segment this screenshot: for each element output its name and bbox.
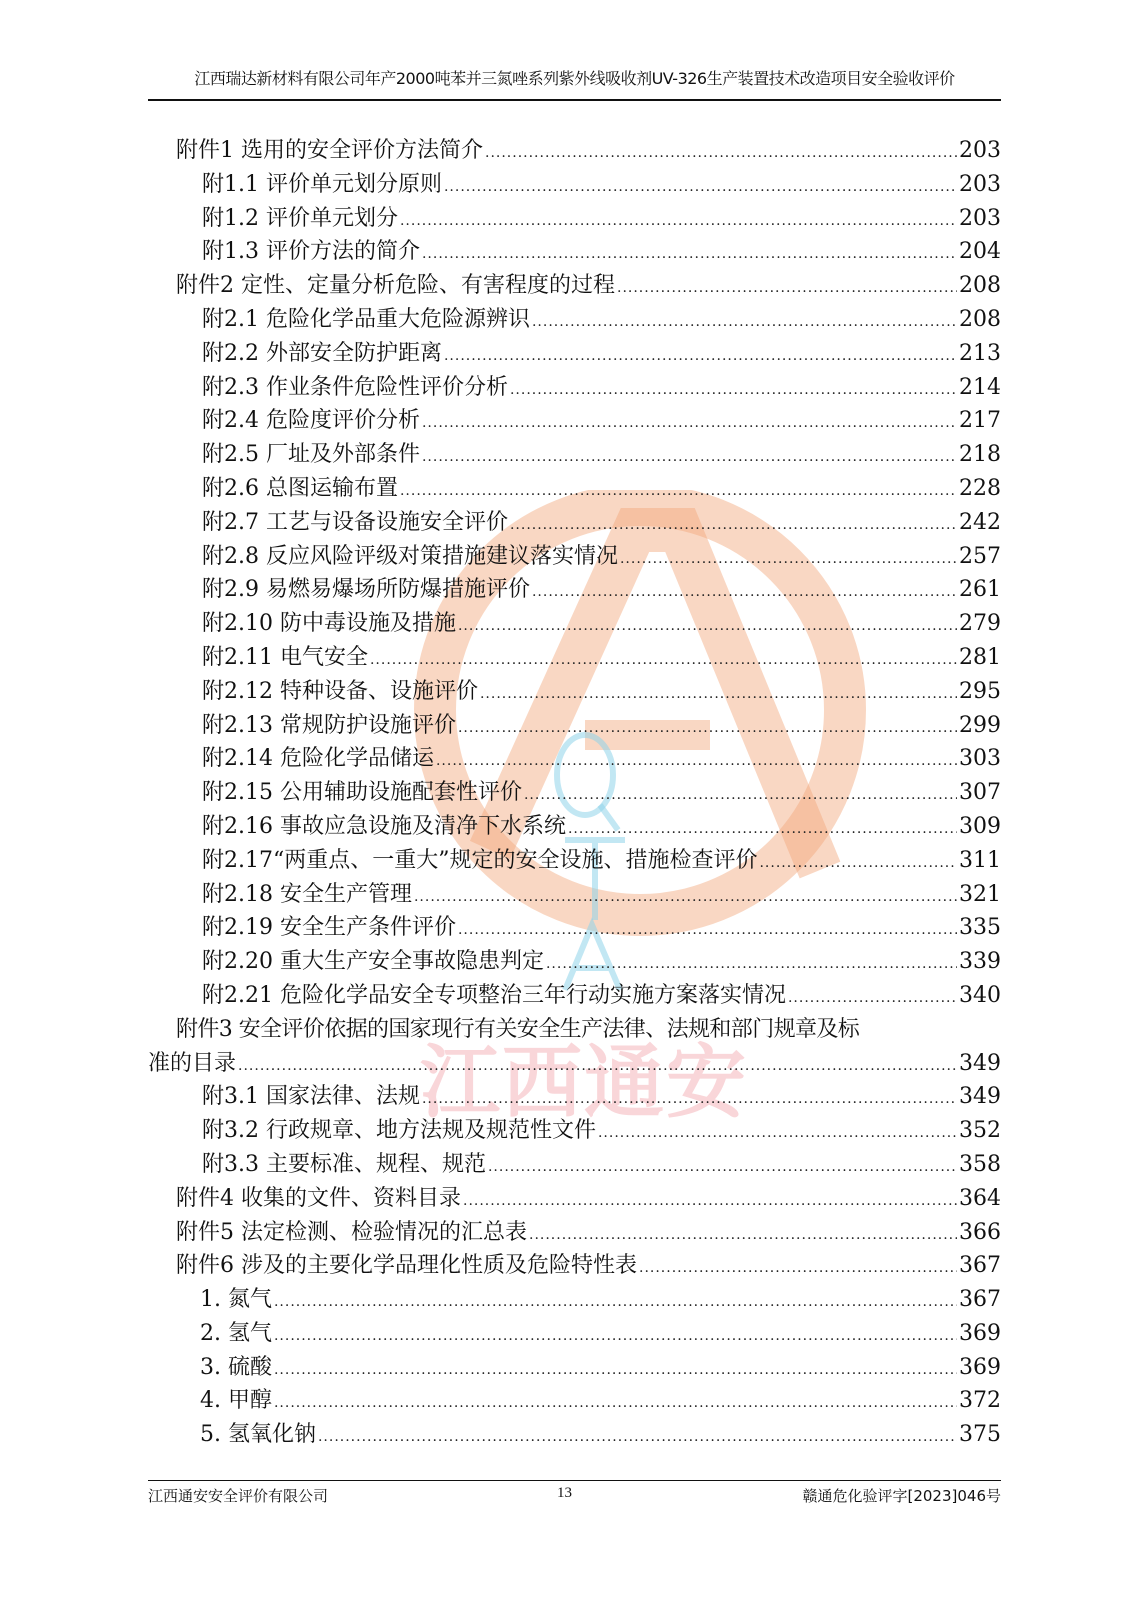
toc-leader-dots xyxy=(568,821,957,837)
toc-entry-page: 242 xyxy=(959,509,1001,535)
toc-leader-dots xyxy=(370,652,957,668)
toc-leader-dots xyxy=(532,584,957,600)
toc-entry-label: 附2.8 反应风险评级对策措施建议落实情况 xyxy=(202,543,618,569)
toc-entry-label: 附2.4 危险度评价分析 xyxy=(202,408,420,434)
toc-leader-dots xyxy=(458,618,957,634)
toc-leader-dots xyxy=(524,787,957,803)
toc-leader-dots xyxy=(639,1260,957,1276)
toc-entry-page: 349 xyxy=(959,1050,1001,1076)
toc-leader-dots xyxy=(546,956,957,972)
toc-entry-label: 附2.5 厂址及外部条件 xyxy=(202,442,420,468)
toc-entry-page: 311 xyxy=(959,847,1001,873)
toc-leader-dots xyxy=(414,889,957,905)
toc-leader-dots xyxy=(510,382,957,398)
toc-entry-label: 附2.20 重大生产安全事故隐患判定 xyxy=(202,949,544,975)
toc-entry-label: 5. 氢氧化钠 xyxy=(200,1422,316,1448)
toc-entry-label: 附2.19 安全生产条件评价 xyxy=(202,915,456,941)
toc-entry-page: 228 xyxy=(959,475,1001,501)
toc-entry-label: 附2.1 危险化学品重大危险源辨识 xyxy=(202,306,530,332)
toc-entry[interactable] xyxy=(148,234,1001,268)
toc-entry-page: 349 xyxy=(959,1084,1001,1110)
toc-entry-page: 279 xyxy=(959,611,1001,637)
toc-leader-dots xyxy=(400,213,957,229)
header-rule xyxy=(148,99,1001,101)
toc-entry-label: 1. 氮气 xyxy=(200,1287,272,1313)
toc-entry-page: 307 xyxy=(959,780,1001,806)
toc-entry-page: 372 xyxy=(959,1388,1001,1414)
toc-entry[interactable] xyxy=(148,877,1001,911)
footer-doc-number: 赣通危化验评字[2023]046号 xyxy=(802,1487,1001,1505)
toc-entry-label: 附2.7 工艺与设备设施安全评价 xyxy=(202,509,508,535)
toc-entry-label: 附3.2 行政规章、地方法规及规范性文件 xyxy=(202,1118,596,1144)
toc-entry-page: 213 xyxy=(959,340,1001,366)
toc-entry[interactable] xyxy=(148,944,1001,978)
toc-entry[interactable] xyxy=(148,674,1001,708)
toc-entry[interactable] xyxy=(148,133,1001,167)
toc-entry-label: 4. 甲醇 xyxy=(200,1388,272,1414)
toc-entry-wrapped-line1[interactable]: 附件3 安全评价依据的国家现行有关安全生产法律、法规和部门规章及标 xyxy=(176,1016,860,1042)
toc-entry[interactable] xyxy=(148,1147,1001,1181)
toc-entry[interactable] xyxy=(148,539,1001,573)
toc-entry[interactable] xyxy=(148,843,1001,877)
toc-leader-dots xyxy=(318,1429,957,1445)
table-of-contents xyxy=(148,133,1001,1451)
toc-leader-dots xyxy=(463,1193,957,1209)
toc-entry[interactable] xyxy=(148,809,1001,843)
toc-entry[interactable] xyxy=(148,741,1001,775)
toc-entry-page: 281 xyxy=(959,644,1001,670)
toc-entry-page: 309 xyxy=(959,813,1001,839)
toc-entry-label: 附件4 收集的文件、资料目录 xyxy=(176,1185,461,1211)
toc-entry-page: 367 xyxy=(959,1253,1001,1279)
toc-entry-page: 203 xyxy=(959,138,1001,163)
toc-leader-dots xyxy=(422,1091,957,1107)
toc-entry-page: 295 xyxy=(959,678,1001,704)
toc-entry[interactable] xyxy=(148,437,1001,471)
toc-entry-label: 准的目录 xyxy=(148,1050,237,1076)
toc-entry-page: 375 xyxy=(959,1422,1001,1448)
toc-entry-label: 2. 氢气 xyxy=(200,1320,272,1346)
toc-entry-label: 附1.1 评价单元划分原则 xyxy=(202,171,442,197)
toc-entry-page: 335 xyxy=(959,915,1001,941)
toc-entry-label: 附3.3 主要标准、规程、规范 xyxy=(202,1151,486,1177)
toc-entry-label: 附2.12 特种设备、设施评价 xyxy=(202,678,478,704)
toc-entry[interactable] xyxy=(148,302,1001,336)
toc-entry-label: 附2.14 危险化学品储运 xyxy=(202,746,434,772)
toc-entry[interactable] xyxy=(148,1316,1001,1350)
toc-entry-label: 附2.3 作业条件危险性评价分析 xyxy=(202,374,508,400)
toc-leader-dots xyxy=(788,990,957,1006)
toc-leader-dots xyxy=(529,1227,957,1243)
toc-leader-dots xyxy=(274,1328,957,1344)
toc-leader-dots xyxy=(617,280,957,296)
toc-entry-label: 附件5 法定检测、检验情况的汇总表 xyxy=(176,1219,527,1245)
toc-entry[interactable] xyxy=(148,336,1001,370)
toc-entry-page: 204 xyxy=(959,239,1001,265)
toc-entry-page: 364 xyxy=(959,1185,1001,1211)
toc-entry[interactable] xyxy=(148,1282,1001,1316)
toc-entry-label: 附2.6 总图运输布置 xyxy=(202,475,398,501)
toc-entry[interactable] xyxy=(148,1215,1001,1249)
toc-entry[interactable] xyxy=(148,201,1001,235)
toc-entry-page: 208 xyxy=(959,273,1001,299)
toc-entry-page: 217 xyxy=(959,408,1001,434)
toc-entry-label: 附2.2 外部安全防护距离 xyxy=(202,340,442,366)
toc-leader-dots xyxy=(485,145,957,161)
toc-entry-label: 附2.16 事故应急设施及清净下水系统 xyxy=(202,813,566,839)
toc-entry-label: 附件1 选用的安全评价方法简介 xyxy=(176,138,483,163)
toc-leader-dots xyxy=(488,1159,957,1175)
toc-entry-wrapped-line2[interactable] xyxy=(148,1046,1001,1080)
toc-entry-page: 340 xyxy=(959,982,1001,1008)
toc-entry-page: 369 xyxy=(959,1320,1001,1346)
toc-leader-dots xyxy=(458,922,957,938)
toc-entry-page: 218 xyxy=(959,442,1001,468)
toc-entry-page: 367 xyxy=(959,1287,1001,1313)
toc-leader-dots xyxy=(422,449,957,465)
toc-entry-label: 附2.17“两重点、一重大”规定的安全设施、措施检查评价 xyxy=(202,847,758,873)
toc-entry-page: 369 xyxy=(959,1354,1001,1380)
toc-leader-dots xyxy=(274,1294,957,1310)
toc-leader-dots xyxy=(532,314,957,330)
toc-entry-page: 214 xyxy=(959,374,1001,400)
toc-entry[interactable] xyxy=(148,1113,1001,1147)
toc-leader-dots xyxy=(274,1362,957,1378)
toc-entry-page: 352 xyxy=(959,1118,1001,1144)
running-header: 江西瑞达新材料有限公司年产2000吨苯并三氮唑系列紫外线吸收剂UV-326生产装置技术改造项目安全验收评价 xyxy=(194,69,955,88)
toc-leader-dots xyxy=(436,753,957,769)
toc-entry[interactable] xyxy=(148,708,1001,742)
toc-entry-label: 附件6 涉及的主要化学品理化性质及危险特性表 xyxy=(176,1253,637,1279)
toc-entry-label: 附2.13 常规防护设施评价 xyxy=(202,712,456,738)
toc-entry[interactable] xyxy=(148,1181,1001,1215)
toc-entry-label: 3. 硫酸 xyxy=(200,1354,272,1380)
toc-entry[interactable] xyxy=(148,978,1001,1012)
toc-leader-dots xyxy=(400,483,957,499)
toc-entry[interactable] xyxy=(148,910,1001,944)
toc-entry[interactable] xyxy=(148,606,1001,640)
toc-leader-dots xyxy=(458,720,957,736)
toc-entry[interactable] xyxy=(148,268,1001,302)
toc-entry-page: 203 xyxy=(959,171,1001,197)
toc-entry[interactable] xyxy=(148,640,1001,674)
toc-entry[interactable] xyxy=(148,370,1001,404)
toc-leader-dots xyxy=(598,1125,957,1141)
toc-entry-page: 261 xyxy=(959,577,1001,603)
toc-leader-dots xyxy=(480,686,957,702)
toc-leader-dots xyxy=(444,179,957,195)
toc-entry-label: 附2.21 危险化学品安全专项整治三年行动实施方案落实情况 xyxy=(202,982,786,1008)
toc-entry-page: 321 xyxy=(959,881,1001,907)
footer-rule xyxy=(148,1480,1001,1481)
toc-entry-page: 299 xyxy=(959,712,1001,738)
toc-leader-dots xyxy=(620,551,957,567)
toc-leader-dots xyxy=(422,246,957,262)
toc-entry[interactable] xyxy=(148,1383,1001,1417)
toc-entry[interactable] xyxy=(148,1248,1001,1282)
toc-leader-dots xyxy=(510,517,957,533)
toc-entry[interactable] xyxy=(148,1079,1001,1113)
toc-entry[interactable] xyxy=(148,403,1001,437)
toc-entry[interactable] xyxy=(148,471,1001,505)
toc-entry-label: 附件2 定性、定量分析危险、有害程度的过程 xyxy=(176,273,615,299)
toc-entry-page: 366 xyxy=(959,1219,1001,1245)
toc-entry[interactable] xyxy=(148,572,1001,606)
toc-entry-label: 附2.9 易燃易爆场所防爆措施评价 xyxy=(202,577,530,603)
toc-leader-dots xyxy=(444,348,957,364)
toc-leader-dots xyxy=(422,415,957,431)
toc-entry-page: 339 xyxy=(959,949,1001,975)
toc-entry-label: 附2.18 安全生产管理 xyxy=(202,881,412,907)
toc-leader-dots xyxy=(238,1058,957,1074)
toc-entry-page: 303 xyxy=(959,746,1001,772)
toc-entry-label: 附2.11 电气安全 xyxy=(202,644,368,670)
toc-entry[interactable] xyxy=(148,1417,1001,1451)
toc-entry-page: 257 xyxy=(959,543,1001,569)
footer-company: 江西通安安全评价有限公司 xyxy=(148,1487,329,1505)
toc-entry[interactable] xyxy=(148,1350,1001,1384)
toc-entry-label: 附3.1 国家法律、法规 xyxy=(202,1084,420,1110)
toc-entry-page: 203 xyxy=(959,205,1001,231)
toc-entry-page: 208 xyxy=(959,306,1001,332)
toc-entry[interactable] xyxy=(148,167,1001,201)
watermark-text: 江西通安 xyxy=(420,1036,748,1129)
toc-entry-page: 358 xyxy=(959,1151,1001,1177)
toc-entry-label: 附1.2 评价单元划分 xyxy=(202,205,398,231)
footer-page-number: 13 xyxy=(557,1485,572,1501)
toc-entry[interactable] xyxy=(148,775,1001,809)
toc-entry-label: 附2.10 防中毒设施及措施 xyxy=(202,611,456,637)
toc-entry[interactable] xyxy=(148,505,1001,539)
toc-leader-dots xyxy=(759,855,957,871)
toc-entry-label: 附1.3 评价方法的简介 xyxy=(202,239,420,265)
toc-entry-label: 附2.15 公用辅助设施配套性评价 xyxy=(202,780,522,806)
toc-leader-dots xyxy=(274,1395,957,1411)
